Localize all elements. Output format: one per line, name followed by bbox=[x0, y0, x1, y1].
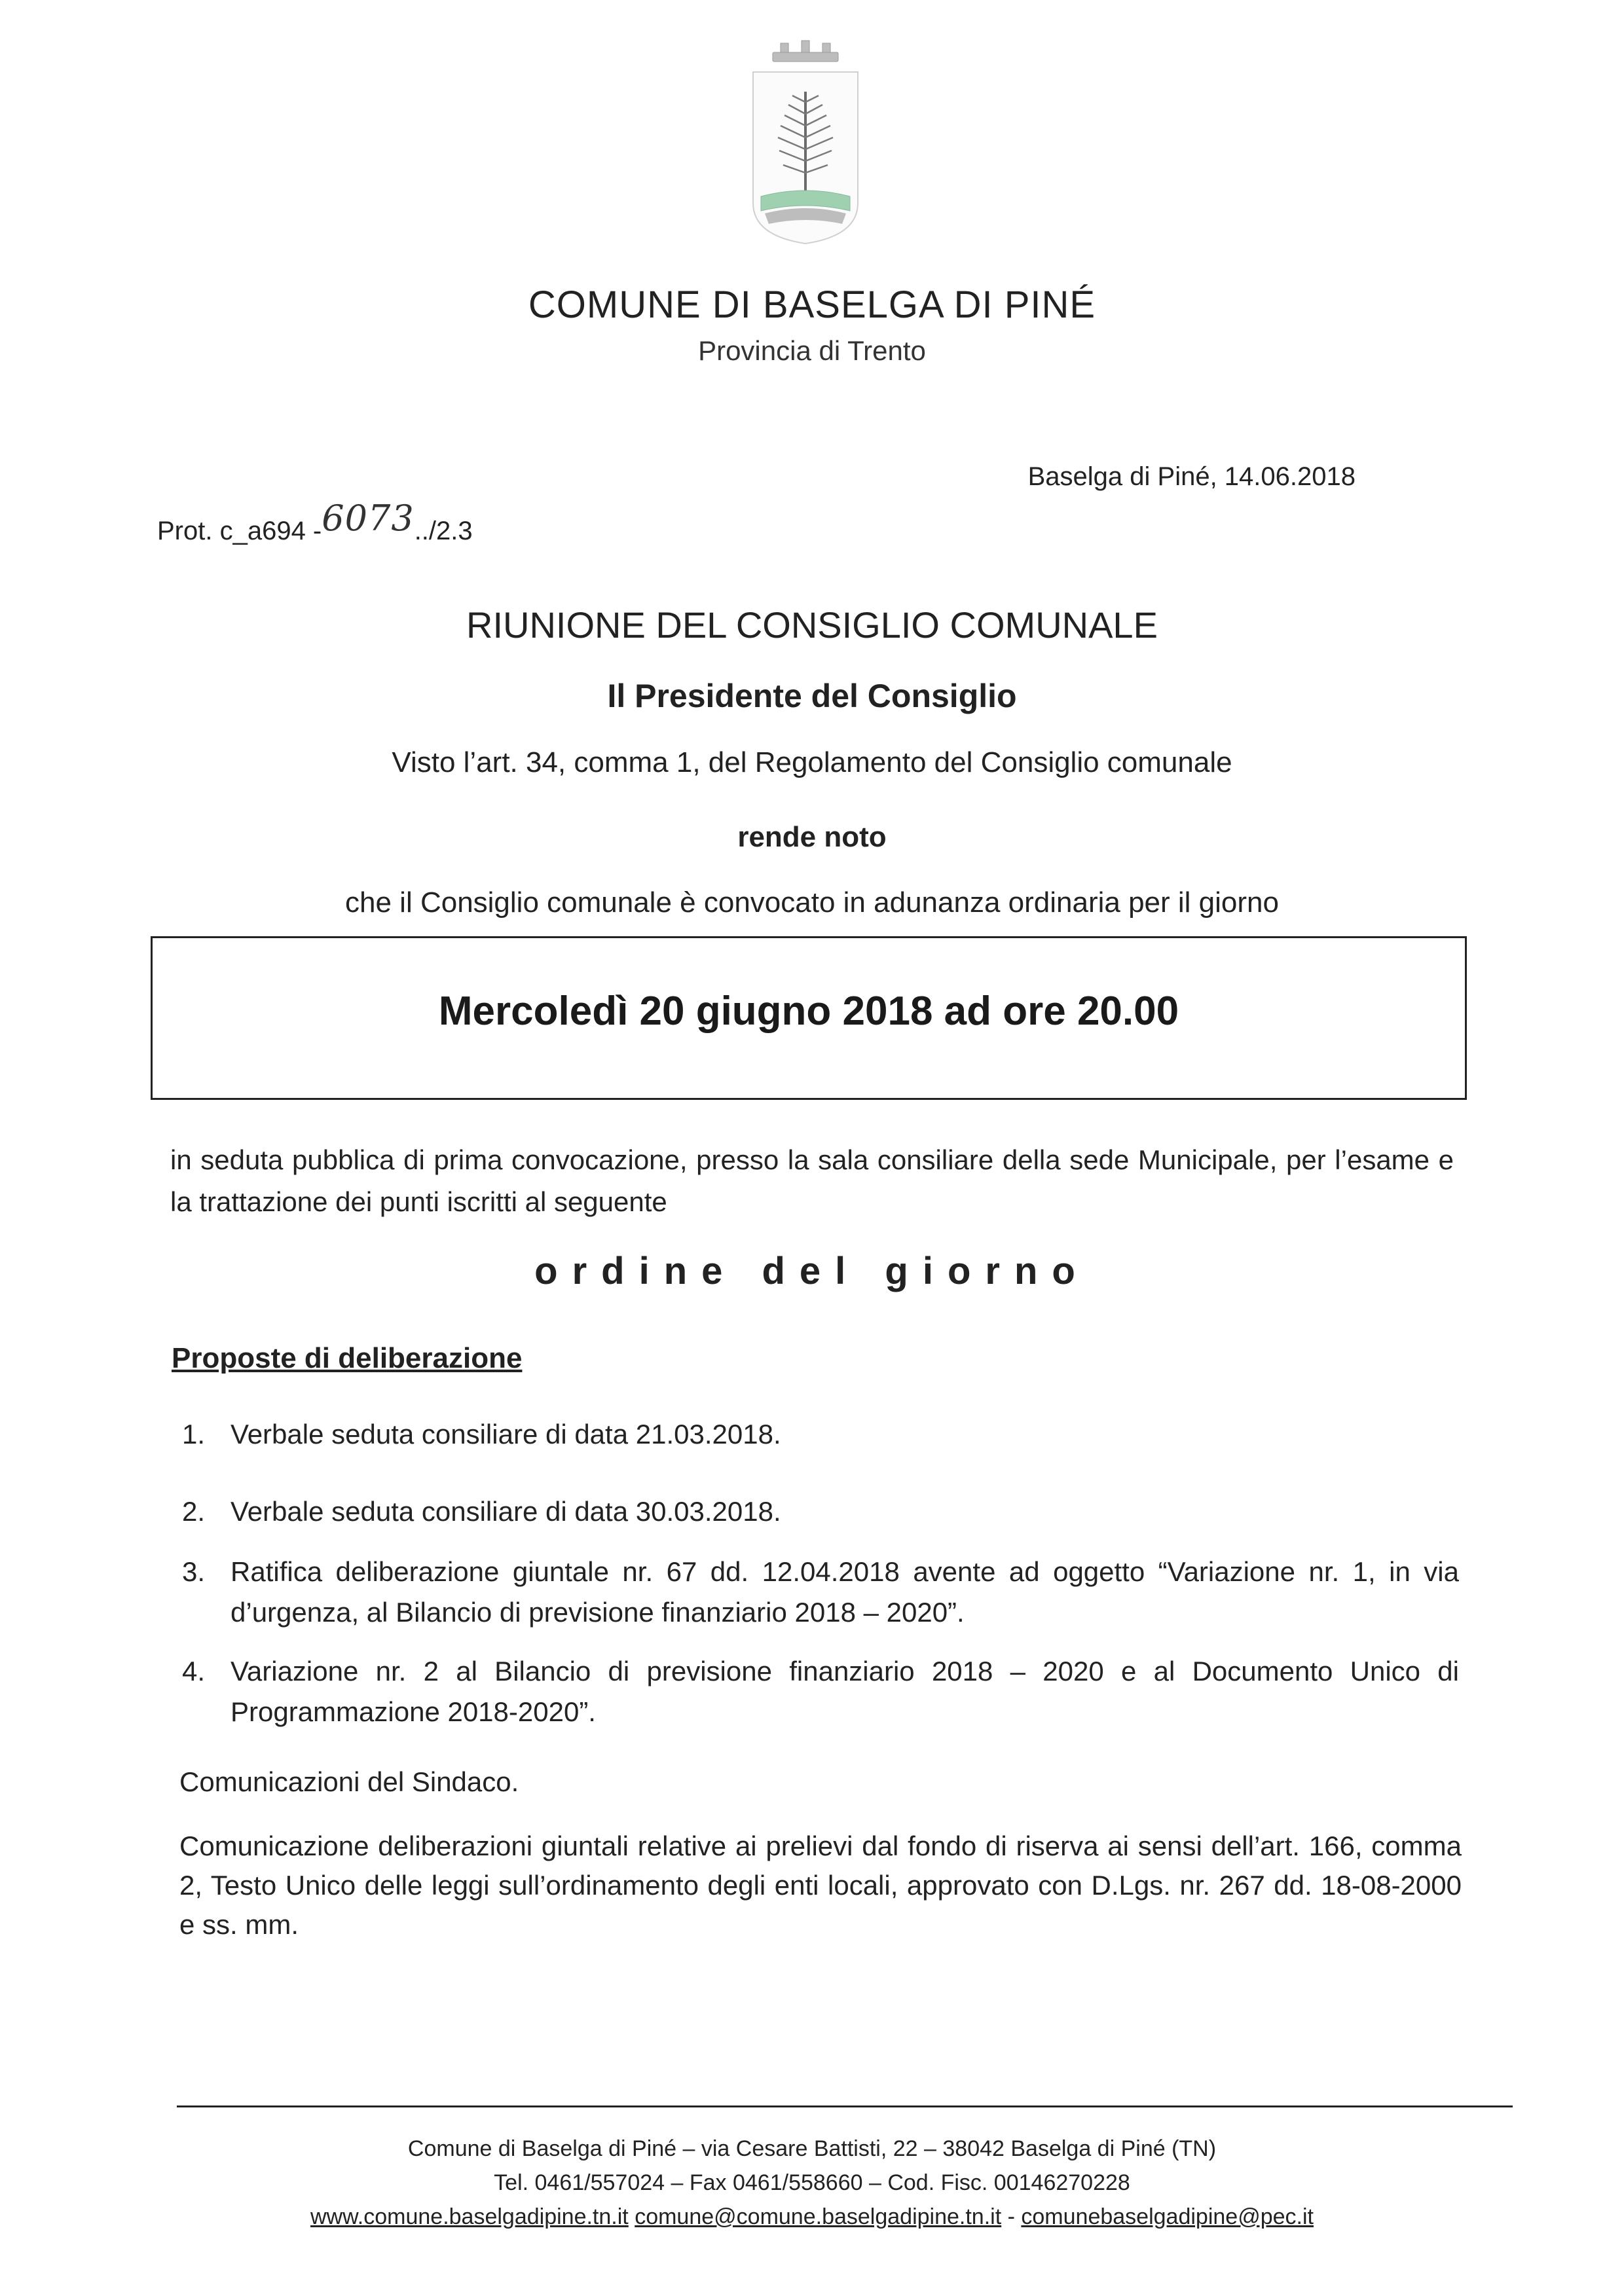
website-link[interactable]: www.comune.baselgadipine.tn.it bbox=[310, 2204, 629, 2229]
footer-contacts: Tel. 0461/557024 – Fax 0461/558660 – Cod. Fisc. 00146270228 bbox=[494, 2170, 1130, 2195]
list-item-text: Verbale seduta consiliare di data 30.03.2018. bbox=[231, 1496, 781, 1527]
visto-line: Visto l’art. 34, comma 1, del Regolamento del Consiglio comunale bbox=[392, 746, 1232, 778]
list-item-number: 2. bbox=[182, 1496, 206, 1527]
deliberations-communication: Comunicazione deliberazioni giuntali relative ai prelievi dal fondo di riserva ai sensi dell’art. 166, comma 2, Testo Unico delle leggi sull’ordinamento degli enti locali, approvato con D.Lgs. nr. 267 dd. 18-08-2000 e ss. mm. bbox=[179, 1831, 1462, 1940]
list-item bbox=[182, 1651, 1459, 1732]
list-item bbox=[182, 1491, 1459, 1532]
list-item-text: Ratifica deliberazione giuntale nr. 67 dd. 12.04.2018 avente ad oggetto “Variazione nr. 1, in via d’urgenza, al Bilancio di previsione finanziario 2018 – 2020”. bbox=[231, 1556, 1459, 1628]
proposals-heading: Proposte di deliberazione bbox=[172, 1342, 523, 1374]
footer bbox=[0, 2132, 1624, 2234]
convocato-line: che il Consiglio comunale è convocato in adunanza ordinaria per il giorno bbox=[345, 886, 1279, 919]
sindaco-communications: Comunicazioni del Sindaco. bbox=[179, 1766, 519, 1797]
list-item-number: 4. bbox=[182, 1656, 206, 1686]
list-item-text: Variazione nr. 2 al Bilancio di previsione finanziario 2018 – 2020 e al Documento Unico di Programmazione 2018-2020”. bbox=[231, 1656, 1459, 1727]
list-item-number: 3. bbox=[182, 1556, 206, 1587]
meeting-date-box bbox=[151, 936, 1467, 1100]
handwritten-protocol-number: 6073 bbox=[322, 498, 415, 539]
list-item bbox=[182, 1414, 1459, 1455]
comune-name: COMUNE DI BASELGA DI PINÉ bbox=[528, 283, 1096, 326]
municipal-crest-tree-icon bbox=[727, 39, 884, 249]
pec-link[interactable]: comunebaselgadipine@pec.it bbox=[1021, 2204, 1314, 2229]
list-item-number: 1. bbox=[182, 1419, 206, 1449]
meeting-date: Mercoledì 20 giugno 2018 ad ore 20.00 bbox=[438, 989, 1179, 1034]
list-item-text: Verbale seduta consiliare di data 21.03.2018. bbox=[231, 1419, 781, 1449]
email-link[interactable]: comune@comune.baselgadipine.tn.it bbox=[635, 2204, 1002, 2229]
footer-links bbox=[0, 2200, 1624, 2234]
protocol-number bbox=[157, 498, 473, 548]
protocol-suffix: ../2.3 bbox=[414, 517, 473, 545]
footer-address: Comune di Baselga di Piné – via Cesare Battisti, 22 – 38042 Baselga di Piné (TN) bbox=[407, 2136, 1217, 2161]
provincia-subtitle: Provincia di Trento bbox=[698, 335, 926, 366]
meeting-title: RIUNIONE DEL CONSIGLIO COMUNALE bbox=[466, 604, 1158, 646]
footer-divider bbox=[177, 2105, 1513, 2107]
protocol-prefix: Prot. c_a694 - bbox=[157, 517, 322, 545]
list-item bbox=[182, 1552, 1459, 1633]
rende-noto: rende noto bbox=[737, 821, 887, 853]
place-date: Baselga di Piné, 14.06.2018 bbox=[1027, 462, 1356, 491]
intro-paragraph: in seduta pubblica di prima convocazione, presso la sala consiliare della sede Municipale, per l’esame e la trattazione dei punti iscritti al seguente bbox=[170, 1144, 1454, 1217]
agenda-heading: ordine del giorno bbox=[534, 1250, 1090, 1292]
footer-separator: - bbox=[1001, 2204, 1022, 2229]
president-heading: Il Presidente del Consiglio bbox=[607, 678, 1017, 714]
